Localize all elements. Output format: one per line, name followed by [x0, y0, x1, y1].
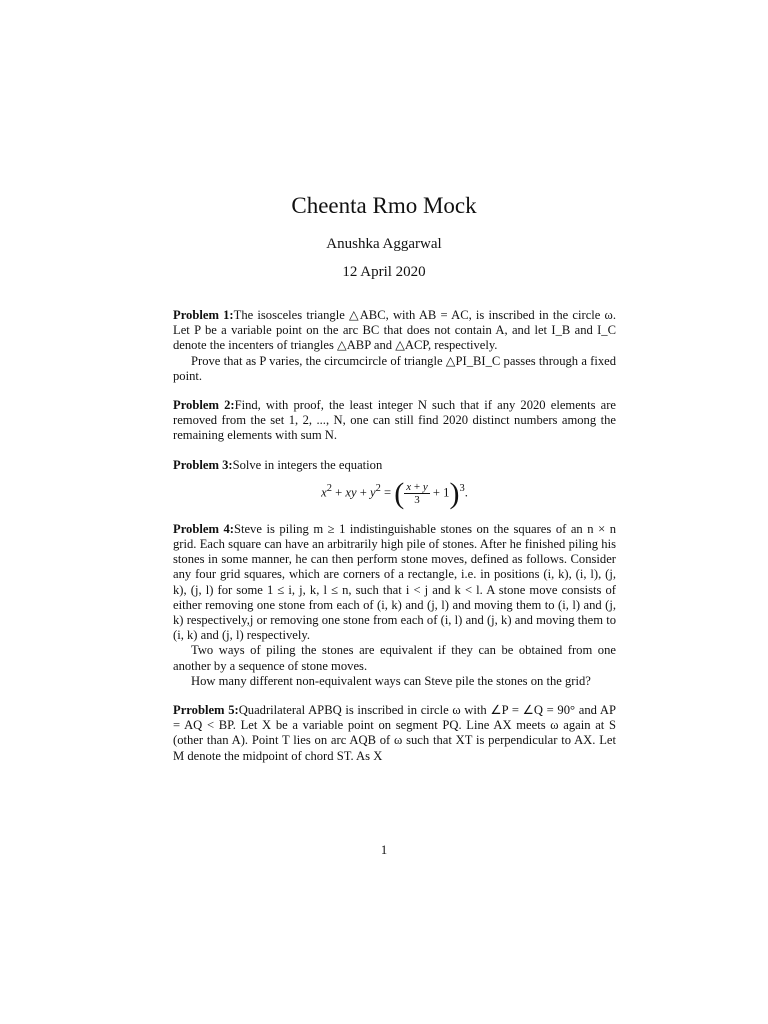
problem-5-heading: Prroblem 5: — [173, 703, 239, 718]
problem-1-para-1: The isosceles triangle △ABC, with AB = AC, is inscribed in the circle ω. Let P be a variable point on the arc BC that does not contain A, and let I_B and I_C denote the incenters of triangles △ABP and △ACP, respectively. — [173, 308, 616, 353]
paper-body — [173, 308, 616, 764]
problem-3-heading: Problem 3: — [173, 457, 233, 472]
page-number: 1 — [380, 843, 388, 857]
problem-2 — [173, 398, 616, 444]
problem-5-text: Quadrilateral APBQ is inscribed in circle ω with ∠P = ∠Q = 90° and AP = AQ < BP. Let X be a variable point on segment PQ. Line AX meets ω again at S (other than A). Point T lies on arc AQB of ω such that XT is perpendicular to AX. Let M denote the midpoint of chord ST. As X — [173, 703, 616, 763]
problem-2-text: Find, with proof, the least integer N such that if any 2020 elements are removed from the set 1, 2, ..., N, one can still find 2020 distinct numbers among the remaining elements with sum N. — [173, 398, 616, 443]
problem-5 — [173, 703, 616, 764]
paper-author: Anushka Aggarwal — [326, 236, 442, 252]
problem-4 — [173, 522, 616, 689]
problem-4-para-1: Steve is piling m ≥ 1 indistinguishable stones on the squares of an n × n grid. Each square can have an arbitrarily high pile of stones. After he finished piling his stones in some manner, he can then perform stone moves, defined as follows. Consider any four grid squares, which are corners of a rectangle, i.e. in positions (i, k), (i, l), (j, k), (j, l) for some 1 ≤ i, j, k, l ≤ n, such that i < j and k < l. A stone move consists of either removing one stone from each of (i, k) and (j, l) and moving them to (i, l) and (j, k) respectively,j or removing one stone from each of (i, l) and (j, k) and moving them to (i, k) and (j, l) respectively. — [173, 521, 617, 643]
paper-date: 12 April 2020 — [342, 264, 426, 280]
problem-2-heading: Problem 2: — [173, 398, 235, 413]
problem-1-heading: Problem 1: — [173, 308, 234, 322]
problem-1 — [173, 308, 616, 384]
problem-4-para-3: How many different non-equivalent ways can Steve pile the stones on the grid? — [191, 673, 591, 688]
problem-3 — [173, 457, 616, 510]
problem-1-para-2: Prove that as P varies, the circumcircle of triangle △PI_BI_C passes through a fixed point. — [173, 353, 616, 383]
problem-4-heading: Problem 4: — [173, 521, 234, 536]
problem-3-text: Solve in integers the equation — [232, 457, 383, 472]
paper-title: Cheenta Rmo Mock — [291, 193, 477, 218]
problem-4-para-2: Two ways of piling the stones are equivalent if they can be obtained from one another by a sequence of stone moves. — [173, 643, 616, 673]
problem-3-equation: $x^2$ + xy + $y^2$ = ( $\frac{x + y}{3}$ + 1)$^3$. — [321, 476, 468, 510]
